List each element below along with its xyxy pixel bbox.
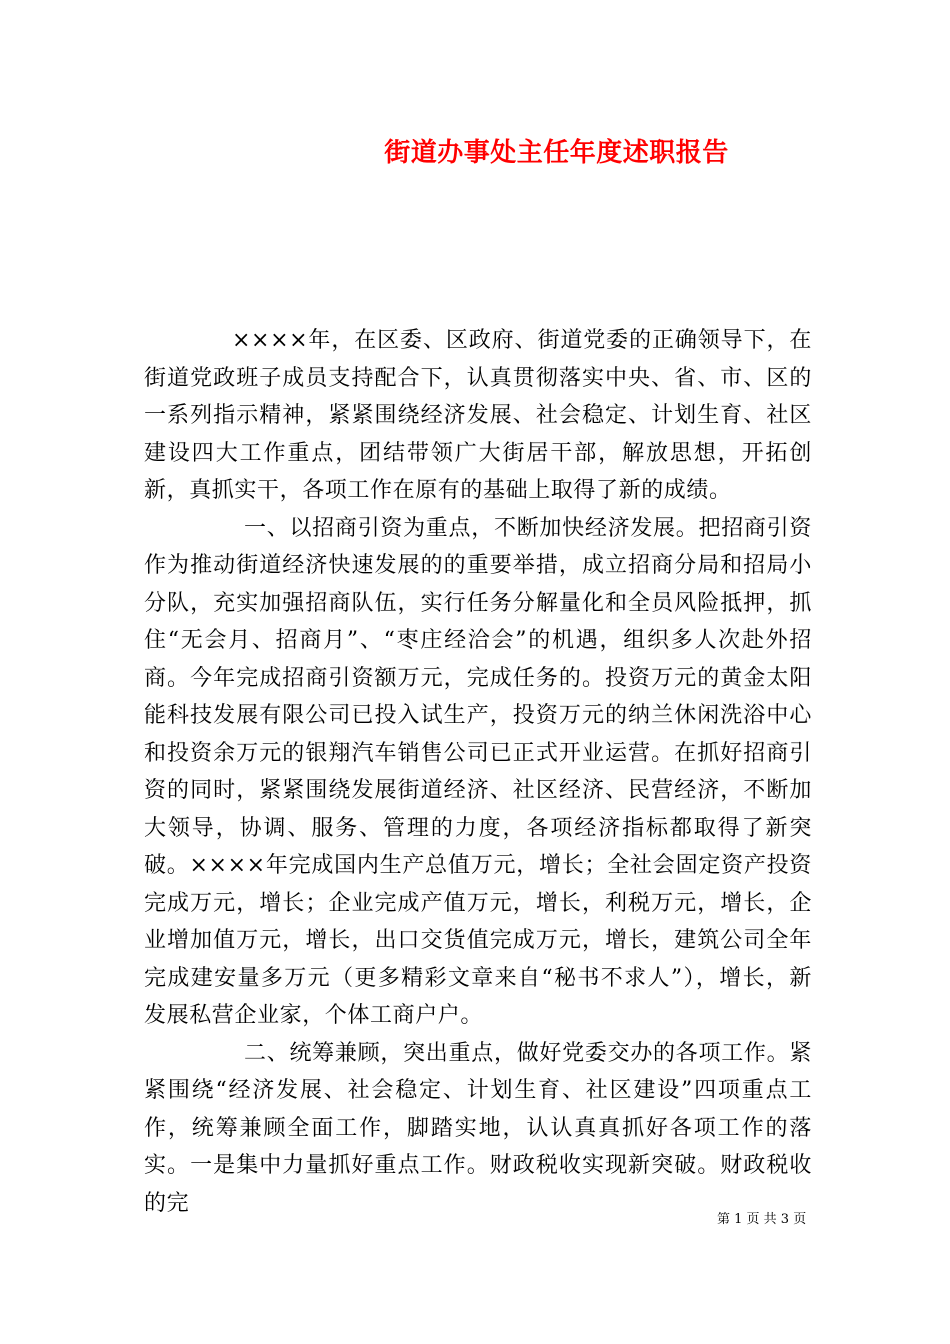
paragraph-section-two: 二、统筹兼顾，突出重点，做好党委交办的各项工作。紧紧围绕“经济发展、社会稳定、计划生育、社区建设”四项重点工作，统筹兼顾全面工作，脚踏实地，认认真真抓好各项工作的落实。一是集中力量抓好重点工作。财政税收实现新突破。财政税收的完 (144, 1040, 812, 1216)
document-body (144, 322, 812, 1222)
paragraph-intro: ××××年，在区委、区政府、街道党委的正确领导下，在街道党政班子成员支持配合下，认真贯彻落实中央、省、市、区的一系列指示精神，紧紧围绕经济发展、社会稳定、计划生育、社区建设四大工作重点，团结带领广大街居干部，解放思想，开拓创新，真抓实干，各项工作在原有的基础上取得了新的成绩。 (144, 328, 812, 503)
page-number: 第 1 页 共 3 页 (717, 1212, 807, 1227)
paragraph-section-one: 一、以招商引资为重点，不断加快经济发展。把招商引资作为推动街道经济快速发展的的重要举措，成立招商分局和招局小分队，充实加强招商队伍，实行任务分解量化和全员风险抵押，抓住“无会月、招商月”、“枣庄经洽会”的机遇，组织多人次赴外招商。今年完成招商引资额万元，完成任务的。投资万元的黄金太阳能科技发展有限公司已投入试生产，投资万元的纳兰休闲洗浴中心和投资余万元的银翔汽车销售公司已正式开业运营。在抓好招商引资的同时，紧紧围绕发展街道经济、社区经济、民营经济，不断加大领导，协调、服务、管理的力度，各项经济指标都取得了新突破。××××年完成国内生产总值万元，增长；全社会固定资产投资完成万元，增长；企业完成产值万元，增长，利税万元，增长，企业增加值万元，增长，出口交货值完成万元，增长，建筑公司全年完成建安量多万元（更多精彩文章来自“秘书不求人”），增长，新发展私营企业家，个体工商户户。 (144, 515, 812, 1028)
document-title: 街道办事处主任年度述职报告 (384, 138, 729, 168)
